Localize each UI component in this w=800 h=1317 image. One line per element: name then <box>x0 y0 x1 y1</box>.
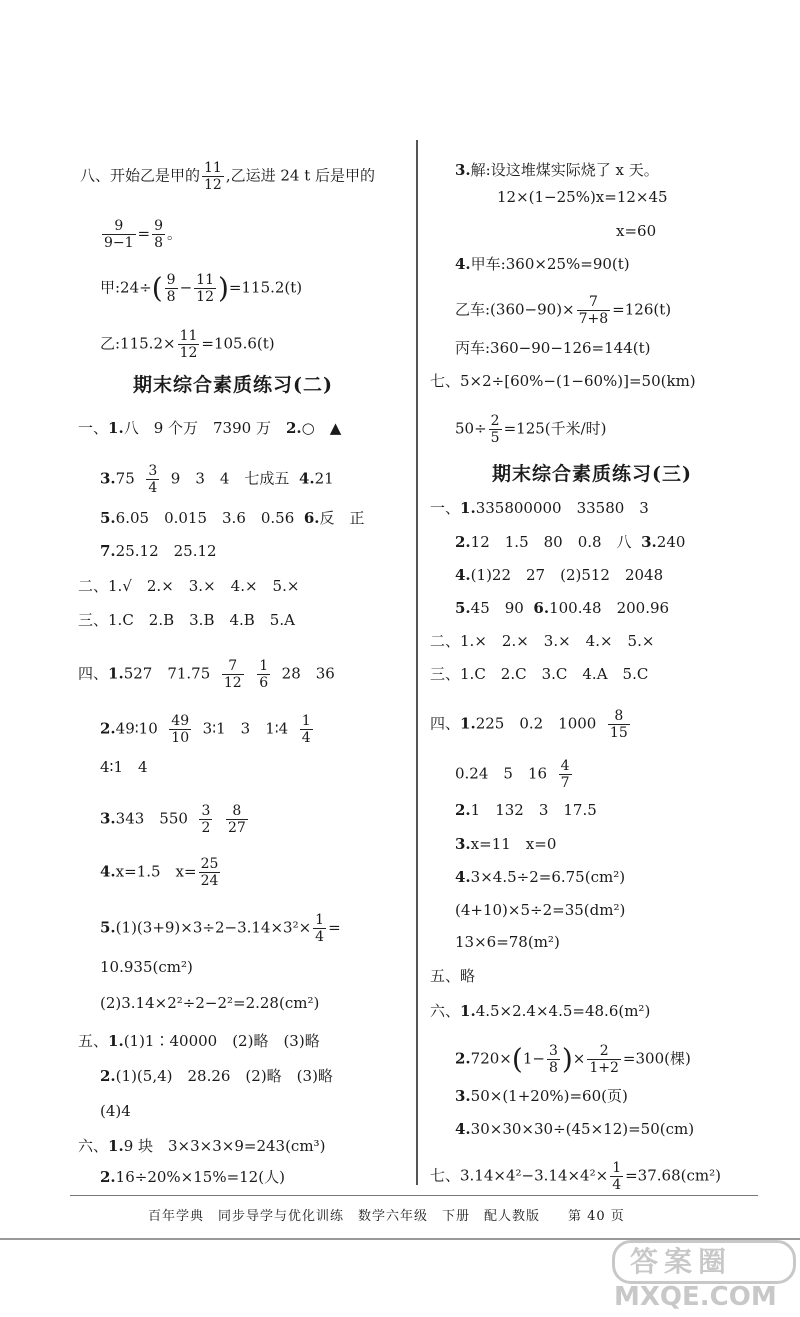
watermark-text: 答案圈 <box>630 1245 733 1278</box>
answer-line: 一、1.335800000 33580 3 <box>430 499 649 517</box>
answer-line: 5.6.05 0.015 3.6 0.56 6.反 正 <box>100 509 365 527</box>
answer-line: 50÷ $\frac{2}{5}$ =125(千米/时) <box>455 413 607 446</box>
answer-line: 甲:24÷( $\frac{9}{8}$ − $\frac{11}{12}$ )=115.2(t) <box>100 271 303 305</box>
answer-line: 丙车:360−90−126=144(t) <box>455 339 651 357</box>
answer-line: x=60 <box>616 222 657 240</box>
answer-line: 五、略 <box>430 967 476 985</box>
section-title-3: 期末综合素质练习(三) <box>492 463 692 485</box>
answer-line: 4.甲车:360×25%=90(t) <box>455 255 630 273</box>
answer-line: 2.12 1.5 80 0.8 八 3.240 <box>455 533 686 551</box>
answer-line: 四、1.527 71.75 $\frac{7}{12}$ $\frac{1}{6}$ 28 36 <box>78 658 335 691</box>
answer-line: 3.75 $\frac{3}{4}$ 9 3 4 七成五 4.21 <box>100 463 334 496</box>
answer-line: 八、开始乙是甲的 $\frac{11}{12}$ ,乙运进 24 t 后是甲的 <box>80 160 376 193</box>
answer-line: 一、1.八 9 个万 7390 万 2.○ ▲ <box>78 419 342 437</box>
answer-line: 3.x=11 x=0 <box>455 835 557 853</box>
answer-line: 三、1.C 2.B 3.B 4.B 5.A <box>78 611 295 629</box>
watermark-logo <box>612 1240 792 1315</box>
answer-line: 七、5×2÷[60%−(1−60%)]=50(km) <box>430 372 696 390</box>
answer-line: 2.49∶10 $\frac{49}{10}$ 3∶1 3 1∶4 $\frac{1}{4}$ <box>100 713 311 746</box>
page-footer: 百年学典 同步导学与优化训练 数学六年级 下册 配人教版 第 40 页 <box>148 1209 625 1224</box>
answer-line: 12×(1−25%)x=12×45 <box>497 188 668 206</box>
answer-line: 10.935(cm²) <box>100 958 193 976</box>
answer-line: 三、1.C 2.C 3.C 4.A 5.C <box>430 665 649 683</box>
answer-line: (4)4 <box>100 1102 131 1120</box>
answer-line: 0.24 5 16 $\frac{4}{7}$ <box>455 758 570 791</box>
answer-line: 二、1.× 2.× 3.× 4.× 5.× <box>430 632 655 650</box>
answer-line: 2.(1)(5,4) 28.26 (2)略 (3)略 <box>100 1067 333 1085</box>
answer-line: 乙车:(360−90)× $\frac{7}{7+8}$ =126(t) <box>455 294 672 327</box>
answer-line: 六、1.4.5×2.4×4.5=48.6(m²) <box>430 1002 651 1020</box>
answer-line: 2.16÷20%×15%=12(人) <box>100 1168 285 1186</box>
answer-line: 二、1.√ 2.× 3.× 4.× 5.× <box>78 577 300 595</box>
answer-line: 13×6=78(m²) <box>455 933 560 951</box>
answer-line: 3.343 550 $\frac{3}{2}$ $\frac{8}{27}$ <box>100 803 246 836</box>
footer-rule <box>70 1195 758 1196</box>
answer-line: 5.45 90 6.100.48 200.96 <box>455 599 670 617</box>
answer-line: 3.解:设这堆煤实际烧了 x 天。 <box>455 161 659 179</box>
answer-line: (2)3.14×2²÷2−2²=2.28(cm²) <box>100 994 320 1012</box>
section-title-2: 期末综合素质练习(二) <box>133 374 333 396</box>
answer-line: 4.x=1.5 x= $\frac{25}{24}$ <box>100 856 219 889</box>
answer-line: 四、1.225 0.2 1000 $\frac{8}{15}$ <box>430 708 628 741</box>
answer-line: 3.50×(1+20%)=60(页) <box>455 1087 628 1105</box>
watermark-url: MXQE.COM <box>614 1282 777 1312</box>
answer-line: 七、3.14×4²−3.14×4²× $\frac{1}{4}$ =37.68(cm²) <box>430 1160 721 1193</box>
answer-line: 五、1.(1)1∶40000 (2)略 (3)略 <box>78 1032 320 1050</box>
answer-line: 4.30×30×30÷(45×12)=50(cm) <box>455 1120 695 1138</box>
answer-line: 4∶1 4 <box>100 758 148 776</box>
answer-line: 7.25.12 25.12 <box>100 542 217 560</box>
answer-line: 六、1.9 块 3×3×3×9=243(cm³) <box>78 1137 326 1155</box>
answer-line: (4+10)×5÷2=35(dm²) <box>455 901 626 919</box>
column-divider <box>416 140 418 1185</box>
answer-line: 2.720×(1− $\frac{3}{8}$ )× $\frac{2}{1+2}$ =300(棵) <box>455 1042 691 1076</box>
answer-line: 4.(1)22 27 (2)512 2048 <box>455 566 664 584</box>
answer-line: 2.1 132 3 17.5 <box>455 801 597 819</box>
answer-line: 4.3×4.5÷2=6.75(cm²) <box>455 868 626 886</box>
answer-line: $\frac{9}{9-1}$ = $\frac{9}{8}$ 。 <box>104 218 183 251</box>
answer-line: 乙:115.2× $\frac{11}{12}$ =105.6(t) <box>100 328 275 361</box>
answer-line: 5.(1)(3+9)×3÷2−3.14×3²× $\frac{1}{4}$ = <box>100 912 341 945</box>
